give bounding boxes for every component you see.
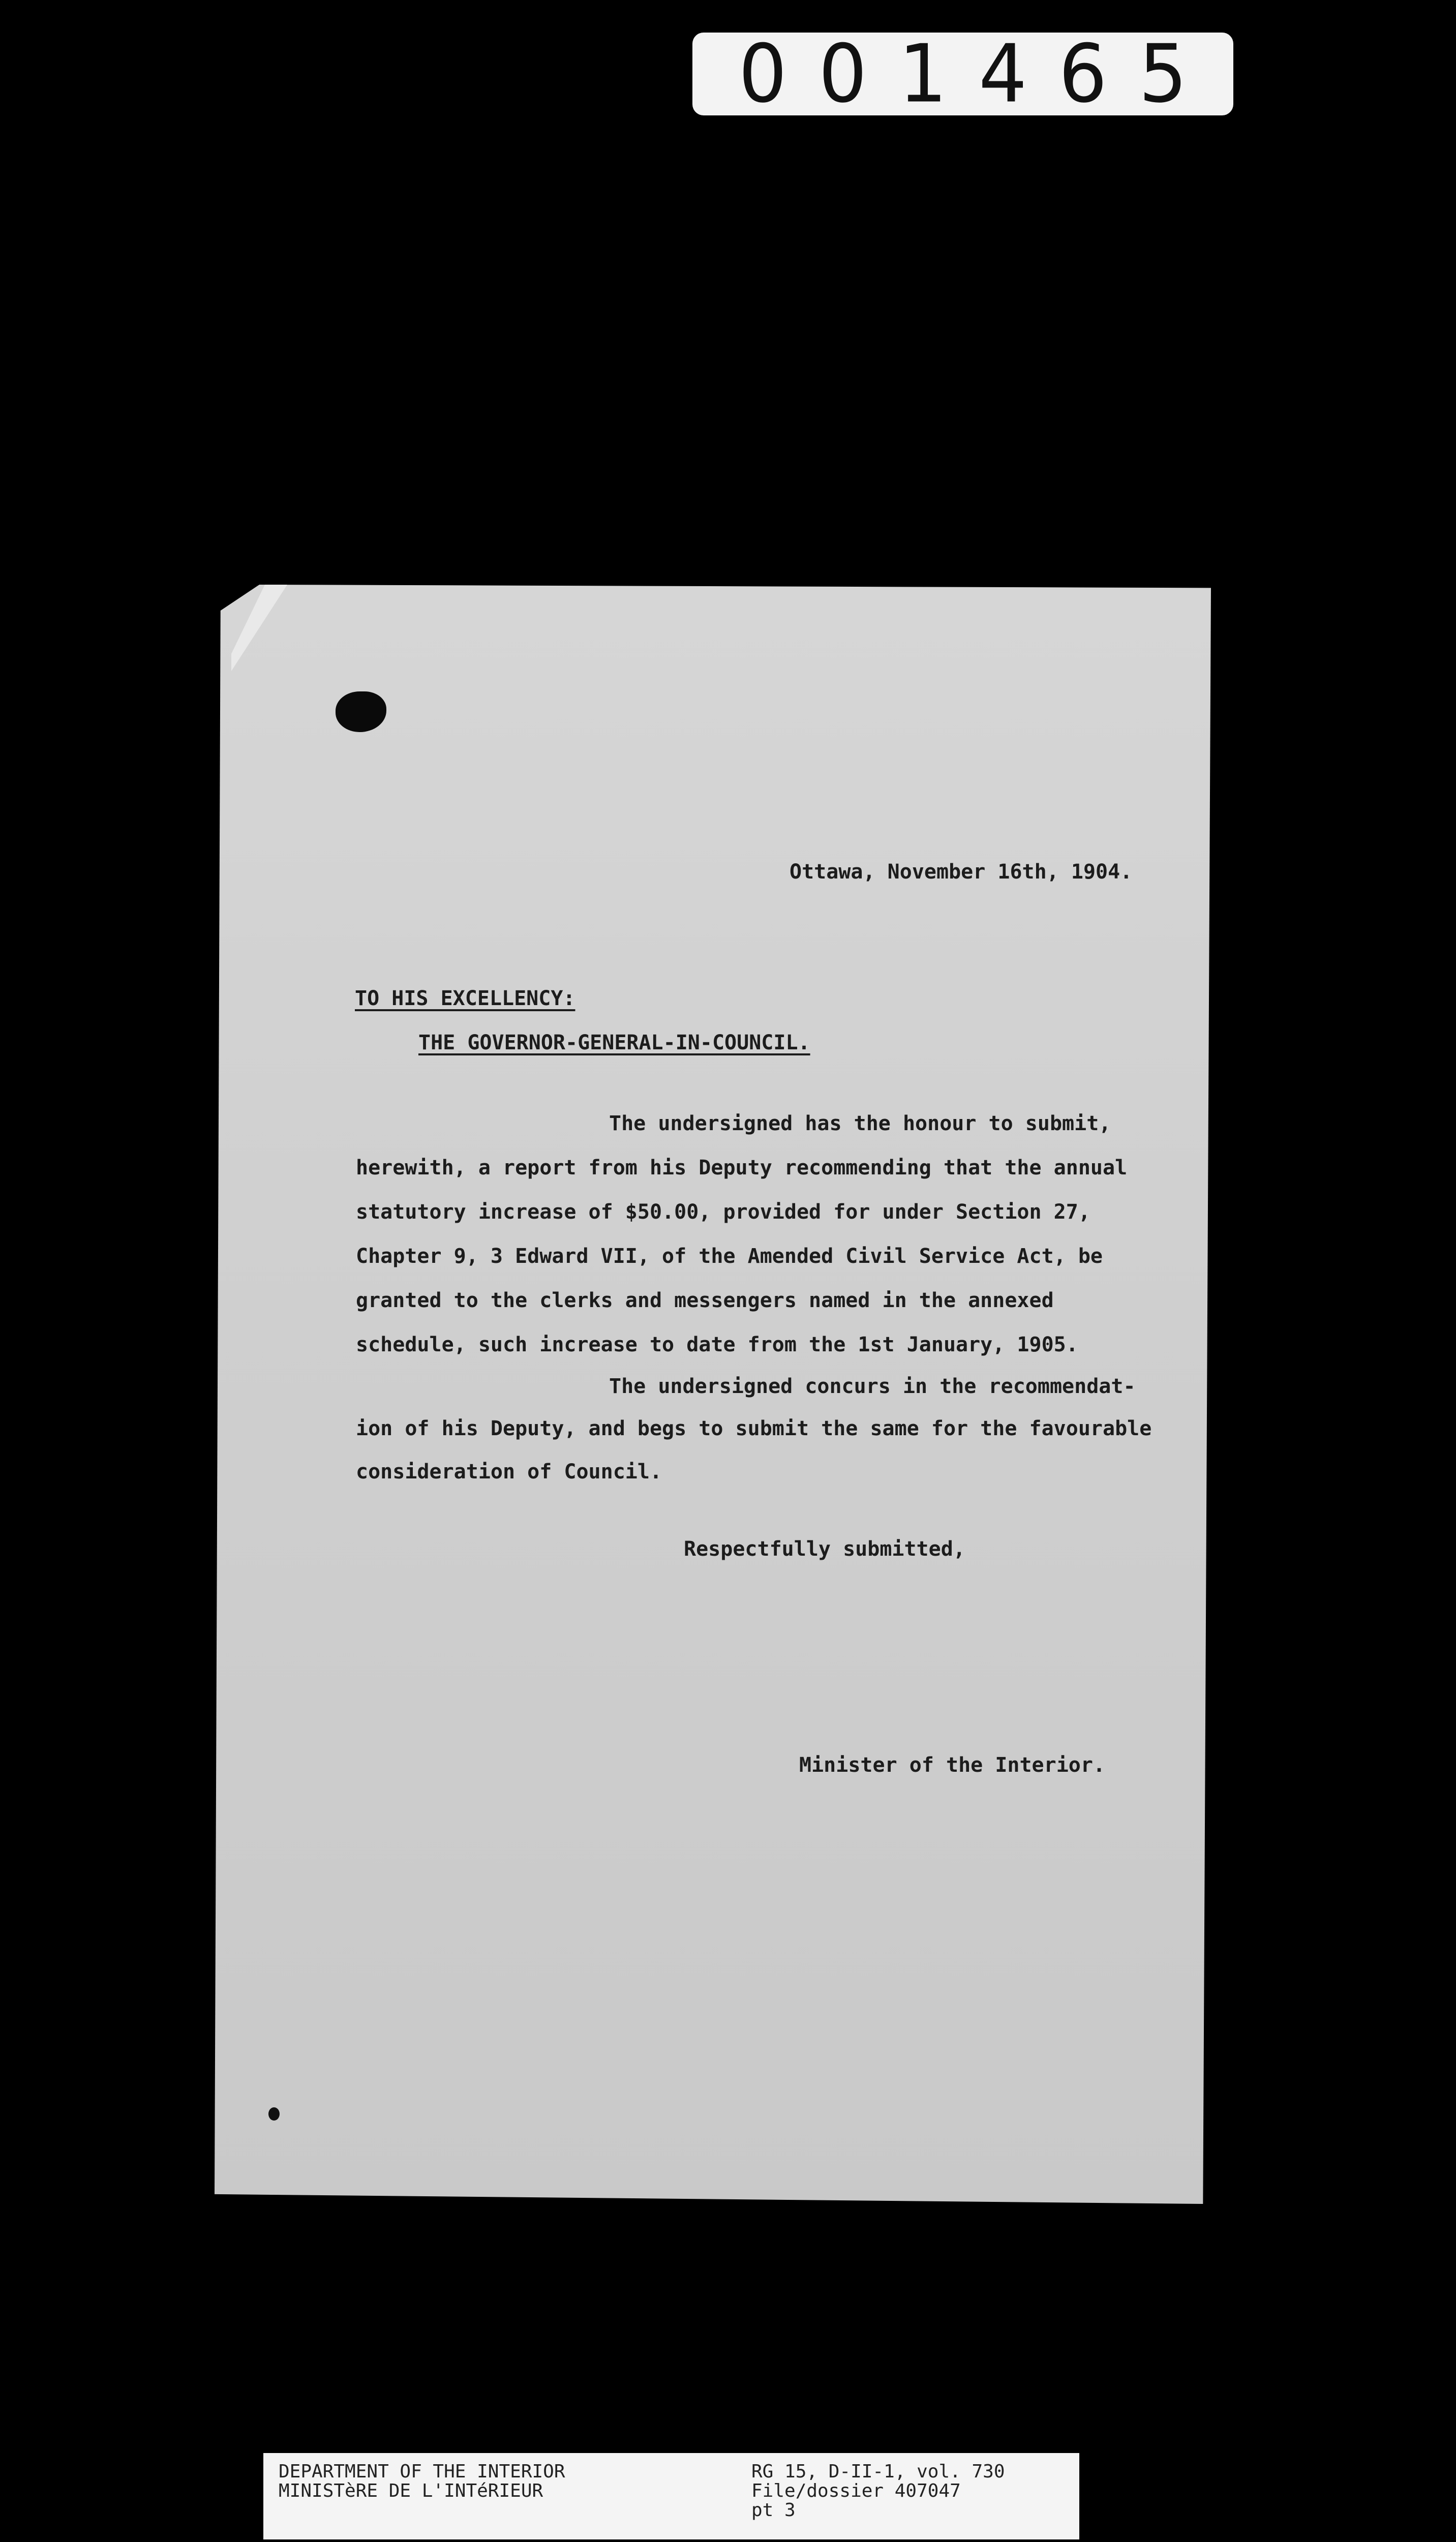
salutation-line-1: TO HIS EXCELLENCY: [355, 987, 575, 1010]
file-number: File/dossier 407047 [751, 2480, 961, 2501]
body-line: consideration of Council. [356, 1460, 662, 1484]
frame-number-stamp [692, 27, 1233, 120]
signature-line: Minister of the Interior. [799, 1753, 1106, 1777]
body-line: The undersigned has the honour to submit, [609, 1112, 1111, 1135]
body-line: herewith, a report from his Deputy recommending that the annual [356, 1156, 1128, 1179]
body-line: The undersigned concurs in the recommendat- [609, 1375, 1136, 1398]
letter-closing: Respectfully submitted, [684, 1537, 965, 1561]
department-french: MINISTèRE DE L'INTéRIEUR [279, 2480, 543, 2501]
body-line: schedule, such increase to date from the 1st January, 1905. [356, 1333, 1078, 1356]
body-line: Chapter 9, 3 Edward VII, of the Amended Civil Service Act, be [356, 1245, 1103, 1268]
archive-reference-label [263, 2453, 1079, 2539]
frame-number: 001465 [738, 27, 1219, 120]
department-block [279, 2462, 565, 2501]
body-line: granted to the clerks and messengers named in the annexed [356, 1289, 1054, 1312]
record-group-reference: RG 15, D-II-1, vol. 730 [751, 2461, 1005, 2482]
paper-speck [268, 2107, 280, 2121]
part-number: pt 3 [751, 2499, 796, 2521]
body-line: statutory increase of $50.00, provided for under Section 27, [356, 1200, 1090, 1224]
reference-block [751, 2462, 1005, 2520]
body-line: ion of his Deputy, and begs to submit the same for the favourable [356, 1417, 1152, 1440]
department-english: DEPARTMENT OF THE INTERIOR [279, 2461, 565, 2482]
salutation-line-2: THE GOVERNOR-GENERAL-IN-COUNCIL. [418, 1031, 810, 1054]
letter-date: Ottawa, November 16th, 1904. [790, 860, 1133, 884]
